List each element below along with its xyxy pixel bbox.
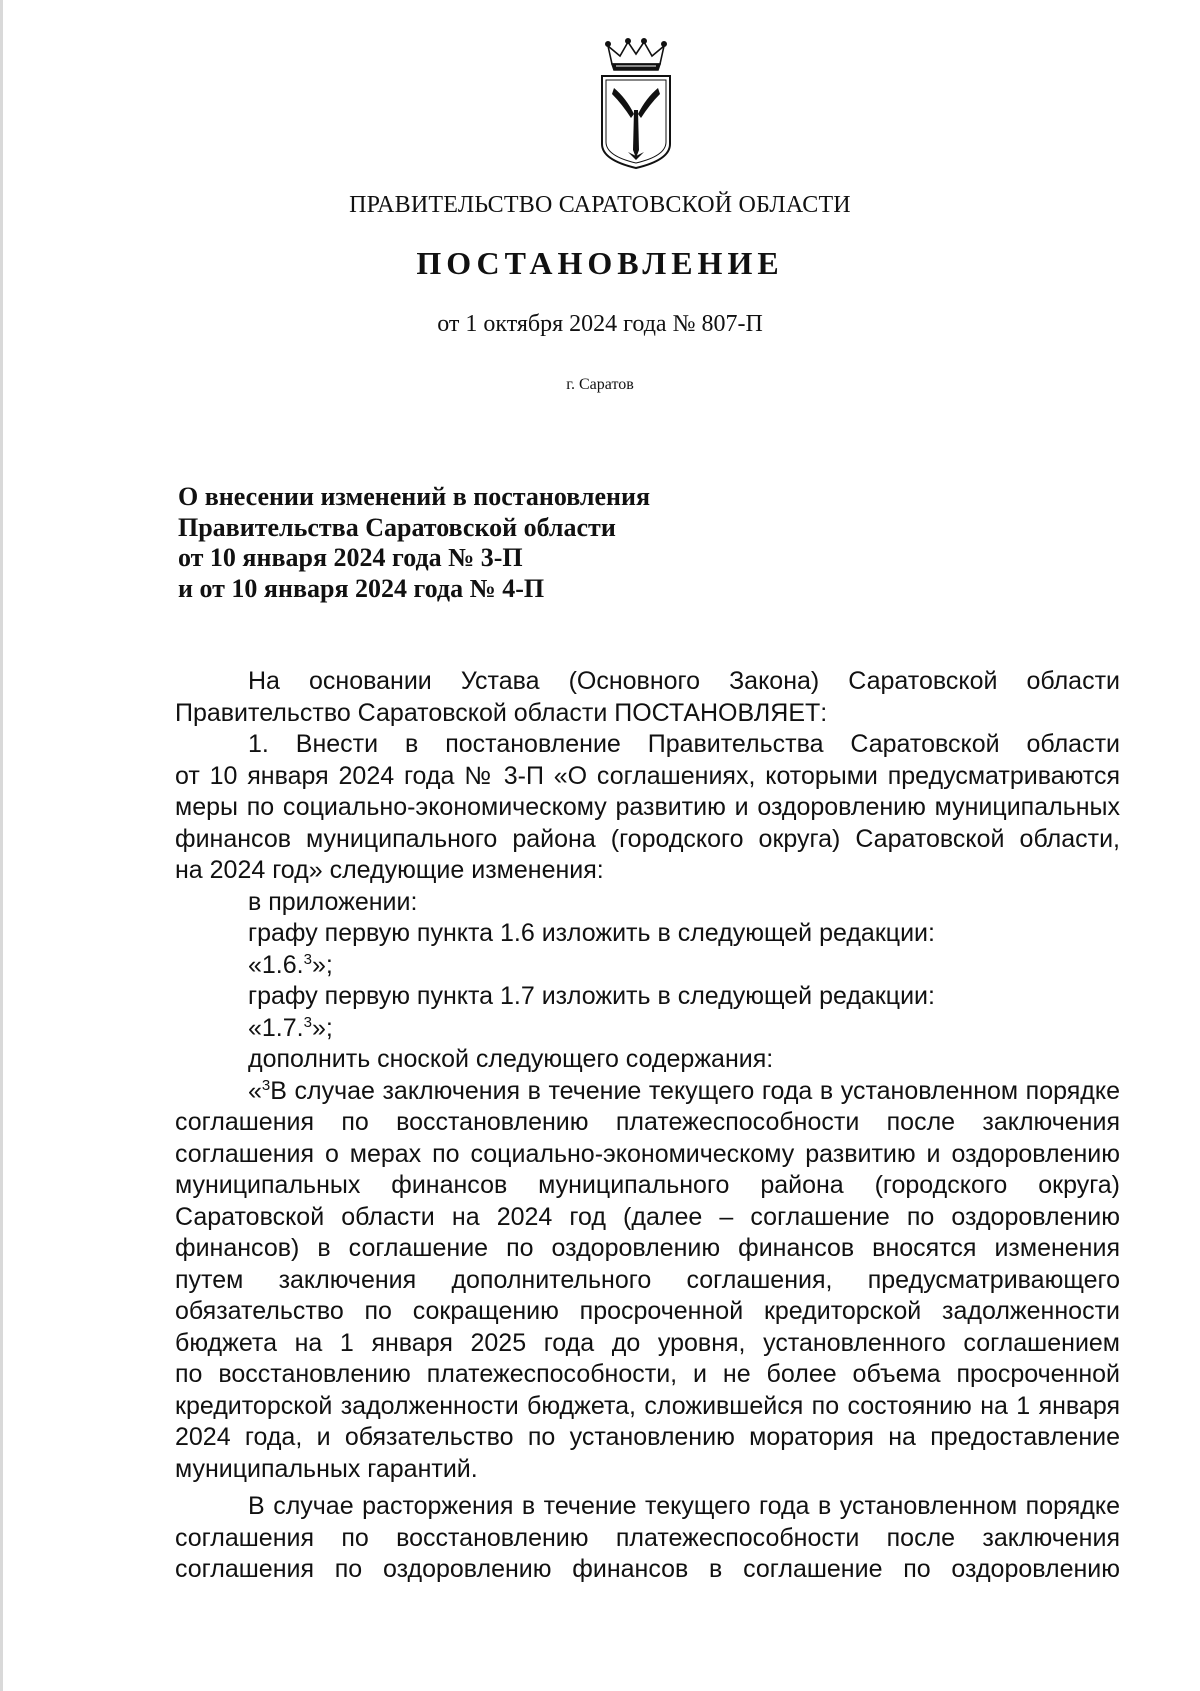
footnote-ref-mark: 3 (303, 1013, 312, 1031)
col16-instruction: графу первую пункта 1.6 изложить в следующей редакции: (248, 919, 935, 947)
document-date-number: от 1 октября 2024 года № 807-П (437, 311, 763, 337)
footnote-ref-mark: 3 (303, 950, 312, 968)
col16-value-open: «1.6. (248, 950, 304, 979)
col17-value (175, 1013, 1120, 1045)
col17-instruction: графу первую пункта 1.7 изложить в следующей редакции: (248, 982, 935, 1010)
item1-line: 1. Внести в постановление Правительства Саратовской области (248, 730, 1120, 758)
saratov-coat-of-arms-icon (594, 38, 678, 170)
termination-line: В случае расторжения в течение текущего года в установленном порядке (248, 1492, 1120, 1520)
footnote-line: соглашения по восстановлению платежеспособности после заключения (175, 1108, 1120, 1136)
document-city: г. Саратов (566, 376, 634, 393)
item1-line: от 10 января 2024 года № 3-П «О соглашениях, которыми предусматриваются (175, 761, 1120, 790)
footnote-open-quote: « (248, 1076, 262, 1105)
subject-line: О внесении изменений в постановления (178, 482, 651, 511)
footnote-line: обязательство по сокращению просроченной кредиторской задолженности (175, 1297, 1120, 1325)
item1-line: финансов муниципального района (городского округа) Саратовской области, (175, 824, 1120, 853)
termination-line: соглашения по оздоровлению финансов в соглашение по оздоровлению (175, 1555, 1120, 1583)
preamble-line: На основании Устава (Основного Закона) Саратовской области (248, 667, 1120, 695)
footnote-line: 2024 года, и обязательство по установлению моратория на предоставление (175, 1423, 1120, 1451)
document-body (175, 666, 1120, 1586)
footnote-line: кредиторской задолженности бюджета, сложившейся по состоянию на 1 января (175, 1391, 1120, 1420)
appendix-line: в приложении: (248, 887, 418, 916)
col16-value-close: »; (311, 950, 333, 979)
footnote-mark: 3 (261, 1076, 271, 1094)
authority-name: ПРАВИТЕЛЬСТВО САРАТОВСКОЙ ОБЛАСТИ (349, 192, 851, 218)
col17-value-open: «1.7. (248, 1013, 304, 1042)
document-subject (178, 482, 778, 604)
subject-line: и от 10 января 2024 года № 4-П (178, 573, 545, 603)
footnote-line: по восстановлению платежеспособности, и не более объема просроченной (175, 1360, 1120, 1388)
document-type: ПОСТАНОВЛЕНИЕ (416, 245, 784, 281)
footnote-first-text: В случае заключения в течение текущего года в установленном порядке (270, 1076, 1120, 1105)
subject-line: от 10 января 2024 года № 3-П (178, 543, 523, 572)
item1-line: на 2024 год» следующие изменения: (175, 856, 604, 884)
item1-line: меры по социально-экономическому развитию и оздоровлению муниципальных (175, 793, 1120, 821)
footnote-first-line (175, 1076, 1120, 1108)
footnote-intro: дополнить сноской следующего содержания: (248, 1045, 774, 1073)
col17-value-close: »; (311, 1013, 333, 1042)
footnote-line: соглашения о мерах по социально-экономическому развитию и оздоровлению (175, 1139, 1120, 1168)
footnote-line: муниципальных финансов муниципального района (городского округа) (175, 1171, 1120, 1199)
col16-value (175, 950, 1120, 982)
termination-line: соглашения по восстановлению платежеспособности после заключения (175, 1523, 1120, 1552)
footnote-line: Саратовской области на 2024 год (далее – соглашение по оздоровлению (175, 1202, 1120, 1231)
footnote-line: муниципальных гарантий. (175, 1454, 478, 1483)
footnote-line: путем заключения дополнительного соглашения, предусматривающего (175, 1265, 1120, 1294)
footnote-line: бюджета на 1 января 2025 года до уровня, установленного соглашением (175, 1328, 1120, 1357)
footnote-line: финансов) в соглашение по оздоровлению финансов вносятся изменения (175, 1234, 1120, 1262)
preamble-line: Правительство Саратовской области ПОСТАНОВЛЯЕТ: (175, 698, 828, 727)
subject-line: Правительства Саратовской области (178, 512, 616, 542)
